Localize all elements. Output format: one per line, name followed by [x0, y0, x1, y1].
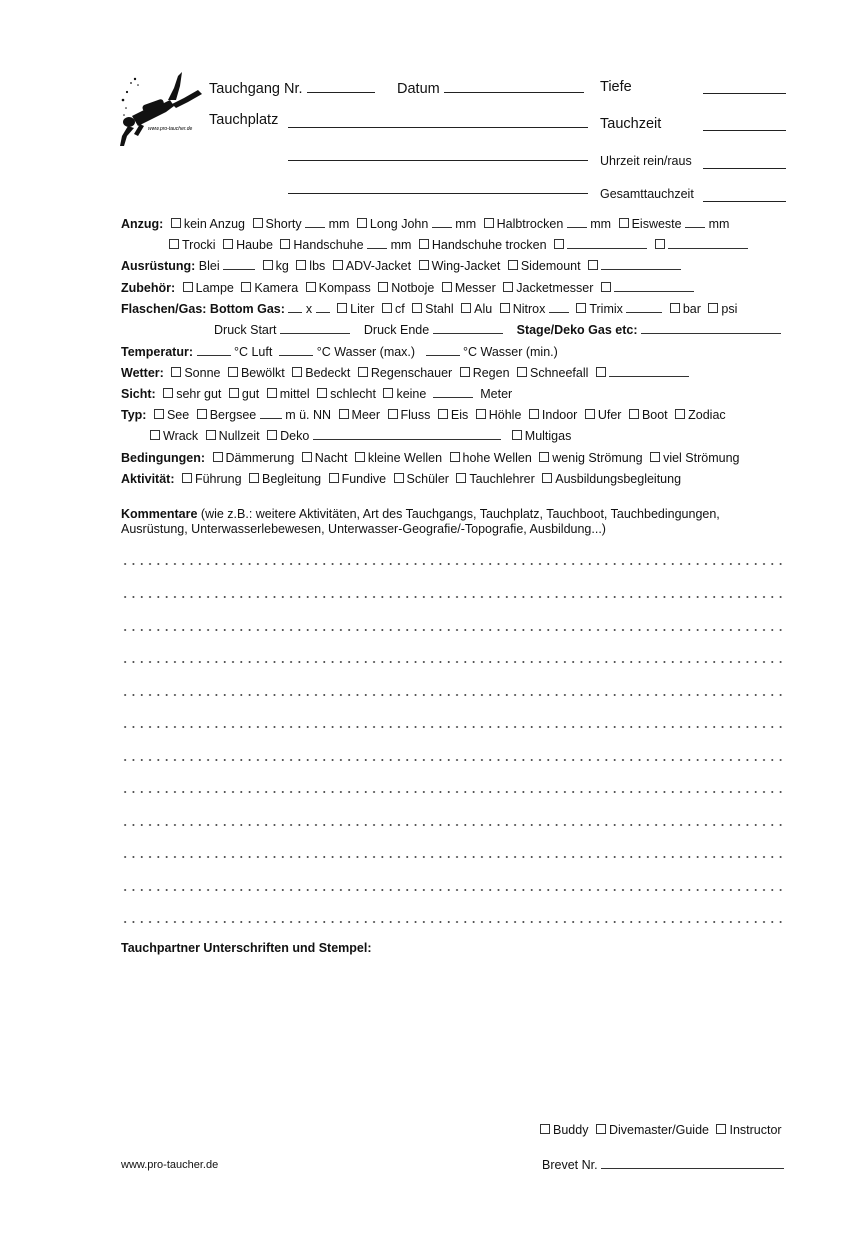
checkbox[interactable] — [529, 409, 539, 419]
blank-field[interactable] — [280, 322, 350, 334]
option-label: Regen — [472, 366, 510, 380]
conditions-label: Bedingungen: — [121, 451, 206, 465]
checkbox[interactable] — [329, 473, 339, 483]
checkbox[interactable] — [378, 282, 388, 292]
checkbox[interactable] — [629, 409, 639, 419]
accessories-label: Zubehör: — [121, 281, 176, 295]
option-label: Eis — [450, 408, 469, 422]
blank-field[interactable] — [197, 344, 231, 356]
option-label: Buddy — [553, 1123, 589, 1137]
option-label: Begleitung — [262, 472, 322, 486]
checkbox[interactable] — [357, 218, 367, 228]
option-label: psi — [721, 302, 738, 316]
dive-time-field[interactable] — [703, 117, 786, 131]
blank-field[interactable] — [433, 386, 473, 398]
option-label: Liter — [350, 302, 375, 316]
water-min-label: °C Wasser (min.) — [462, 345, 558, 359]
checkbox[interactable] — [708, 303, 718, 313]
unit-label: mm — [390, 238, 412, 252]
pressure-end-label: Druck Ende — [363, 323, 430, 337]
option-label: Deko — [280, 429, 310, 443]
checkbox[interactable] — [588, 260, 598, 270]
checkbox[interactable] — [302, 452, 312, 462]
option-label: Tauchlehrer — [469, 472, 535, 486]
comments-label: Kommentare — [121, 507, 198, 521]
option-label: Instructor — [729, 1123, 782, 1137]
option-label: wenig Strömung — [552, 451, 643, 465]
visibility-row — [121, 386, 512, 402]
time-in-out-field[interactable] — [703, 155, 786, 169]
checkbox[interactable] — [333, 260, 343, 270]
blank-field[interactable] — [614, 280, 694, 292]
option-label: Nullzeit — [218, 429, 260, 443]
checkbox[interactable] — [182, 473, 192, 483]
checkbox[interactable] — [419, 260, 429, 270]
checkbox[interactable] — [267, 430, 277, 440]
weather-row — [121, 365, 689, 381]
option-label: Shorty — [265, 217, 302, 231]
option-label: Alu — [474, 302, 493, 316]
checkbox[interactable] — [456, 473, 466, 483]
cylinder-label: Flaschen/Gas: Bottom Gas: — [121, 302, 285, 316]
checkbox[interactable] — [412, 303, 422, 313]
option-label: Messer — [454, 281, 496, 295]
comments-header — [121, 507, 720, 522]
brevet-field[interactable] — [601, 1157, 784, 1169]
checkbox[interactable] — [619, 218, 629, 228]
diver-logo — [118, 70, 210, 150]
suit-label: Anzug: — [121, 217, 164, 231]
checkbox[interactable] — [355, 452, 365, 462]
checkbox[interactable] — [419, 239, 429, 249]
checkbox[interactable] — [263, 260, 273, 270]
role-row — [536, 1122, 782, 1138]
checkbox[interactable] — [517, 367, 527, 377]
checkbox[interactable] — [339, 409, 349, 419]
option-label: See — [166, 408, 190, 422]
temperature-label: Temperatur: — [121, 345, 194, 359]
blank-field[interactable] — [367, 237, 387, 249]
stage-gas-label: Stage/Deko Gas etc: — [516, 323, 638, 337]
option-label: Wing-Jacket — [431, 259, 501, 273]
option-label: cf — [394, 302, 405, 316]
date-field[interactable] — [444, 79, 584, 93]
time-in-out-label: Uhrzeit rein/raus — [600, 154, 692, 168]
checkbox[interactable] — [292, 367, 302, 377]
depth-label: Tiefe — [600, 79, 632, 95]
comments-hint-1: (wie z.B.: weitere Aktivitäten, Art des Tauchgangs, Tauchplatz, Tauchboot, Tauchbedingungen, — [200, 507, 720, 521]
brevet-label: Brevet Nr. — [542, 1158, 598, 1172]
checkbox[interactable] — [206, 430, 216, 440]
times-label: x — [305, 302, 313, 316]
checkbox[interactable] — [540, 1124, 550, 1134]
blank-field[interactable] — [279, 344, 313, 356]
type-label: Typ: — [121, 408, 147, 422]
suit-row-2 — [165, 237, 748, 253]
dive-number-field[interactable] — [307, 79, 375, 93]
checkbox[interactable] — [539, 452, 549, 462]
option-label: Regenschauer — [370, 366, 453, 380]
checkbox[interactable] — [394, 473, 404, 483]
pressure-row — [214, 322, 781, 338]
conditions-row — [121, 450, 740, 466]
checkbox[interactable] — [500, 303, 510, 313]
comment-line[interactable] — [121, 889, 787, 891]
comment-line[interactable] — [121, 759, 787, 761]
type-row-2 — [146, 428, 571, 444]
option-label: Lampe — [195, 281, 234, 295]
pressure-start-label: Druck Start — [214, 323, 277, 337]
option-label: hohe Wellen — [462, 451, 532, 465]
blank-field[interactable] — [685, 216, 705, 228]
total-time-label: Gesamttauchzeit — [600, 187, 694, 201]
blank-field[interactable] — [668, 237, 748, 249]
option-label: Nitrox — [512, 302, 546, 316]
dive-site-label: Tauchplatz — [209, 112, 279, 128]
option-label: Kompass — [318, 281, 371, 295]
temperature-row — [121, 344, 558, 360]
checkbox[interactable] — [450, 452, 460, 462]
option-label: Sidemount — [520, 259, 581, 273]
equipment-label: Ausrüstung: — [121, 259, 196, 273]
depth-field[interactable] — [703, 80, 786, 94]
option-label: Sonne — [184, 366, 221, 380]
dive-site-field-3[interactable] — [288, 180, 588, 194]
checkbox[interactable] — [267, 388, 277, 398]
footer-website: www.pro-taucher.de — [121, 1159, 219, 1171]
option-label: keine — [396, 387, 427, 401]
unit-label: mm — [708, 217, 730, 231]
comment-line[interactable] — [121, 563, 787, 565]
comment-line[interactable] — [121, 856, 787, 858]
option-label: kein Anzug — [183, 217, 246, 231]
checkbox[interactable] — [601, 282, 611, 292]
blank-field[interactable] — [601, 258, 681, 270]
option-label: ADV-Jacket — [345, 259, 412, 273]
checkbox[interactable] — [484, 218, 494, 228]
option-label: Nacht — [314, 451, 348, 465]
option-label: Trimix — [589, 302, 623, 316]
option-label: mittel — [279, 387, 310, 401]
checkbox[interactable] — [169, 239, 179, 249]
blank-field[interactable] — [641, 322, 781, 334]
option-label: Boot — [641, 408, 668, 422]
unit-label: Meter — [480, 387, 513, 401]
visibility-label: Sicht: — [121, 387, 156, 401]
checkbox[interactable] — [460, 367, 470, 377]
blank-field[interactable] — [567, 237, 647, 249]
option-label: Handschuhe — [293, 238, 364, 252]
comment-line[interactable] — [121, 661, 787, 663]
brevet-row — [542, 1157, 784, 1173]
unit-label: mm — [328, 217, 350, 231]
checkbox[interactable] — [223, 239, 233, 249]
suit-row — [121, 216, 729, 232]
checkbox[interactable] — [337, 303, 347, 313]
checkbox[interactable] — [503, 282, 513, 292]
weight-label: Blei — [198, 259, 220, 273]
option-label: Haube — [236, 238, 273, 252]
option-label: Divemaster/Guide — [608, 1123, 709, 1137]
option-label: Dämmerung — [225, 451, 295, 465]
cylinder-row — [121, 301, 737, 317]
air-temp-label: °C Luft — [233, 345, 273, 359]
option-label: Fundive — [341, 472, 387, 486]
option-label: viel Strömung — [663, 451, 740, 465]
checkbox[interactable] — [716, 1124, 726, 1134]
checkbox[interactable] — [512, 430, 522, 440]
checkbox[interactable] — [253, 218, 263, 228]
signatures-label — [121, 940, 372, 956]
dive-site-field-1[interactable] — [288, 114, 588, 128]
checkbox[interactable] — [655, 239, 665, 249]
checkbox[interactable] — [171, 218, 181, 228]
option-label: Bergsee — [209, 408, 257, 422]
checkbox[interactable] — [296, 260, 306, 270]
checkbox[interactable] — [163, 388, 173, 398]
checkbox[interactable] — [476, 409, 486, 419]
option-label: Eisweste — [631, 217, 682, 231]
checkbox[interactable] — [154, 409, 164, 419]
option-label: Trocki — [182, 238, 216, 252]
checkbox[interactable] — [508, 260, 518, 270]
option-label: Handschuhe trocken — [431, 238, 547, 252]
option-label: Bedeckt — [305, 366, 351, 380]
option-label: Kamera — [254, 281, 299, 295]
checkbox[interactable] — [183, 282, 193, 292]
option-label: schlecht — [330, 387, 376, 401]
option-label: gut — [241, 387, 260, 401]
option-label: kleine Wellen — [367, 451, 443, 465]
unit-label: mm — [590, 217, 612, 231]
comment-line[interactable] — [121, 596, 787, 598]
checkbox[interactable] — [229, 388, 239, 398]
blank-field[interactable] — [567, 216, 587, 228]
comment-line[interactable] — [121, 791, 787, 793]
option-label: Multigas — [524, 429, 572, 443]
option-label: Bewölkt — [240, 366, 285, 380]
activity-row — [121, 471, 681, 487]
option-label: Halbtrocken — [496, 217, 564, 231]
blank-field[interactable] — [288, 301, 302, 313]
blank-field[interactable] — [432, 216, 452, 228]
checkbox[interactable] — [280, 239, 290, 249]
type-row — [121, 407, 726, 423]
blank-field[interactable] — [426, 344, 460, 356]
blank-field[interactable] — [626, 301, 662, 313]
option-label: Fluss — [400, 408, 431, 422]
option-label: Zodiac — [688, 408, 726, 422]
checkbox[interactable] — [388, 409, 398, 419]
blank-field[interactable] — [316, 301, 330, 313]
unit-label: mm — [455, 217, 477, 231]
equipment-row — [121, 258, 681, 274]
checkbox[interactable] — [542, 473, 552, 483]
checkbox[interactable] — [213, 452, 223, 462]
option-label: bar — [682, 302, 701, 316]
option-label: Höhle — [488, 408, 522, 422]
checkbox[interactable] — [438, 409, 448, 419]
dive-site-field-2[interactable] — [288, 147, 588, 161]
option-label: Stahl — [425, 302, 454, 316]
checkbox[interactable] — [383, 388, 393, 398]
checkbox[interactable] — [382, 303, 392, 313]
blank-field[interactable] — [305, 216, 325, 228]
comment-line[interactable] — [121, 629, 787, 631]
accessories-row — [121, 280, 694, 296]
checkbox[interactable] — [585, 409, 595, 419]
checkbox[interactable] — [197, 409, 207, 419]
option-label: Long John — [369, 217, 429, 231]
checkbox[interactable] — [670, 303, 680, 313]
option-label: Wrack — [163, 429, 199, 443]
checkbox[interactable] — [461, 303, 471, 313]
svg-text:www.pro-taucher.de: www.pro-taucher.de — [148, 126, 193, 132]
blank-field[interactable] — [313, 428, 501, 440]
checkbox[interactable] — [650, 452, 660, 462]
comment-line[interactable] — [121, 694, 787, 696]
option-label: Notboje — [391, 281, 435, 295]
blank-field[interactable] — [549, 301, 569, 313]
option-label: Führung — [194, 472, 242, 486]
checkbox[interactable] — [576, 303, 586, 313]
option-label: lbs — [309, 259, 326, 273]
checkbox[interactable] — [317, 388, 327, 398]
checkbox[interactable] — [596, 367, 606, 377]
option-label: Ausbildungsbegleitung — [555, 472, 682, 486]
signatures-heading: Tauchpartner Unterschriften und Stempel: — [121, 941, 372, 955]
checkbox[interactable] — [358, 367, 368, 377]
option-label: Jacketmesser — [516, 281, 594, 295]
option-label: Meer — [351, 408, 381, 422]
dive-time-label: Tauchzeit — [600, 116, 662, 132]
checkbox[interactable] — [150, 430, 160, 440]
option-label: sehr gut — [176, 387, 222, 401]
comment-line[interactable] — [121, 921, 787, 923]
total-time-field[interactable] — [703, 188, 786, 202]
blank-field[interactable] — [433, 322, 503, 334]
option-label: Ufer — [597, 408, 622, 422]
blank-field[interactable] — [609, 365, 689, 377]
option-label: Schüler — [406, 472, 449, 486]
option-label: kg — [275, 259, 289, 273]
comment-line[interactable] — [121, 824, 787, 826]
blank-field[interactable] — [223, 258, 255, 270]
weather-label: Wetter: — [121, 366, 164, 380]
checkbox[interactable] — [675, 409, 685, 419]
option-label: Indoor — [541, 408, 578, 422]
option-label: Schneefall — [530, 366, 589, 380]
checkbox[interactable] — [228, 367, 238, 377]
checkbox[interactable] — [241, 282, 251, 292]
checkbox[interactable] — [554, 239, 564, 249]
checkbox[interactable] — [171, 367, 181, 377]
comments-hint-2: Ausrüstung, Unterwasserlebewesen, Unterwasser-Geografie/-Topografie, Ausbildung...) — [121, 522, 606, 536]
comment-line[interactable] — [121, 726, 787, 728]
checkbox[interactable] — [249, 473, 259, 483]
date-label: Datum — [397, 81, 440, 97]
checkbox[interactable] — [596, 1124, 606, 1134]
checkbox[interactable] — [306, 282, 316, 292]
blank-field[interactable] — [260, 407, 282, 419]
dive-number-label: Tauchgang Nr. — [209, 81, 303, 97]
checkbox[interactable] — [442, 282, 452, 292]
activity-label: Aktivität: — [121, 472, 175, 486]
unit-label: m ü. NN — [285, 408, 332, 422]
water-max-label: °C Wasser (max.) — [316, 345, 416, 359]
